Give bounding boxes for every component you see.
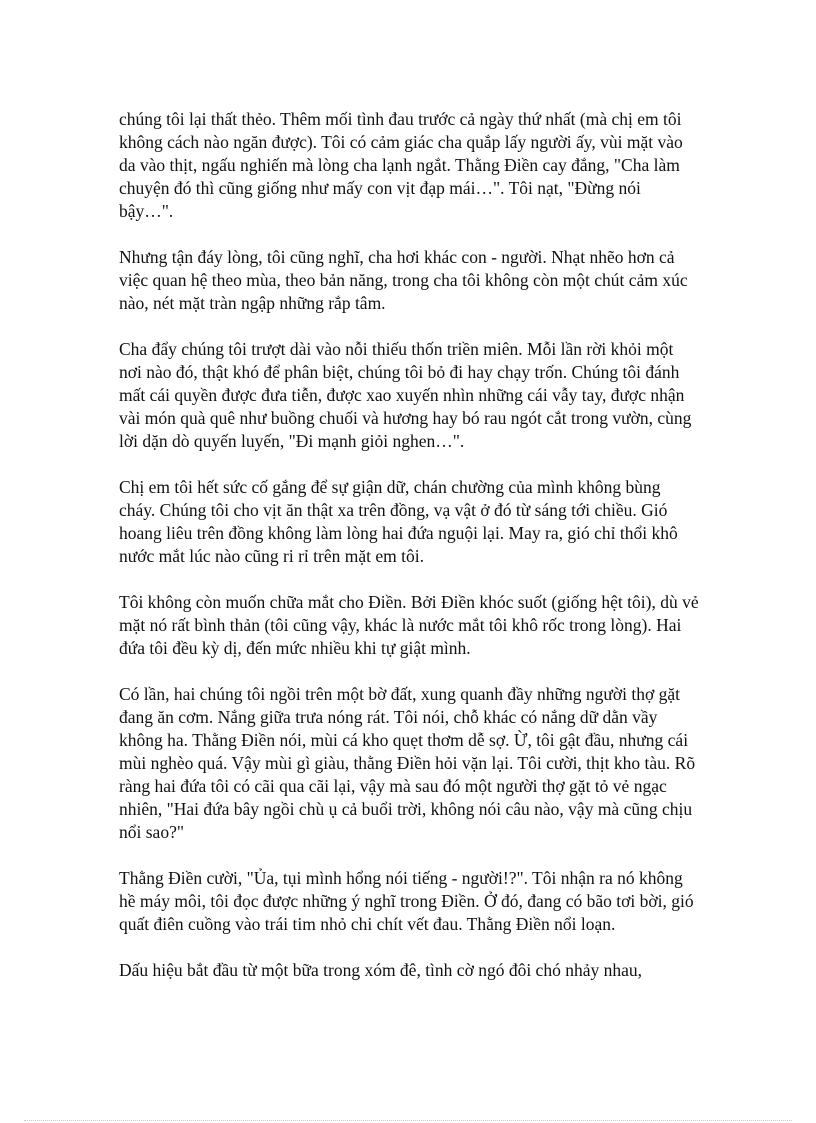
paragraph: chúng tôi lại thất thẻo. Thêm mối tình đau trước cả ngày thứ nhất (mà chị em tôi không cách nào ngăn được). Tôi có cảm giác cha quắp lấy người ấy, vùi mặt vào da vào thịt, ngấu nghiến mà lòng cha lạnh ngắt. Thằng Điền cay đắng, "Cha làm chuyện đó thì cũng giống như mấy con vịt đạp mái…". Tôi nạt, "Đừng nói bậy…".: [119, 109, 683, 221]
paragraph: Nhưng tận đáy lòng, tôi cũng nghĩ, cha hơi khác con - người. Nhạt nhẽo hơn cả việc quan hệ theo mùa, theo bản năng, trong cha tôi không còn một chút cảm xúc nào, nét mặt tràn ngập những rắp tâm.: [119, 247, 688, 313]
paragraph: Chị em tôi hết sức cố gắng để sự giận dữ, chán chường của mình không bùng cháy. Chúng tôi cho vịt ăn thật xa trên đồng, vạ vật ở đó từ sáng tới chiều. Gió hoang liêu trên đồng không làm lòng hai đứa nguội lại. May ra, gió chỉ thổi khô nước mắt lúc nào cũng ri rỉ trên mặt em tôi.: [119, 477, 678, 566]
document-body: [119, 108, 699, 1005]
page-bottom-divider: [24, 1120, 792, 1121]
paragraph: Có lần, hai chúng tôi ngồi trên một bờ đất, xung quanh đầy những người thợ gặt đang ăn cơm. Nắng giữa trưa nóng rát. Tôi nói, chỗ khác có nắng dữ dằn vầy không ha. Thằng Điền nói, mùi cá kho quẹt thơm dễ sợ. Ừ, tôi gật đầu, nhưng cái mùi nghèo quá. Vậy mùi gì giàu, thằng Điền hỏi vặn lại. Tôi cười, thịt kho tàu. Rõ ràng hai đứa tôi có cãi qua cãi lại, vậy mà sau đó một người thợ gặt tỏ vẻ ngạc nhiên, "Hai đứa bây ngồi chù ụ cả buổi trời, không nói câu nào, vậy mà cũng chịu nổi sao?": [119, 684, 696, 842]
paragraph: Thằng Điền cười, "Ủa, tụi mình hổng nói tiếng - người!?". Tôi nhận ra nó không hề máy môi, tôi đọc được những ý nghĩ trong Điền. Ở đó, đang có bão tơi bời, gió quất điên cuồng vào trái tim nhỏ chi chít vết đau. Thằng Điền nổi loạn.: [119, 868, 694, 934]
paragraph: Tôi không còn muốn chữa mắt cho Điền. Bởi Điền khóc suốt (giống hệt tôi), dù vẻ mặt nó rất bình thản (tôi cũng vậy, khác là nước mắt tôi khô rốc trong lòng). Hai đứa tôi đều kỳ dị, đến mức nhiều khi tự giật mình.: [119, 592, 699, 658]
paragraph: Dấu hiệu bắt đầu từ một bữa trong xóm đê, tình cờ ngó đôi chó nhảy nhau,: [119, 960, 642, 980]
paragraph: Cha đẩy chúng tôi trượt dài vào nỗi thiếu thốn triền miên. Mỗi lần rời khỏi một nơi nào đó, thật khó để phân biệt, chúng tôi bỏ đi hay chạy trốn. Chúng tôi đánh mất cái quyền được đưa tiễn, được xao xuyến nhìn những cái vẫy tay, được nhận vài món quà quê như buồng chuối và hương hay bó rau ngót cắt trong vườn, cùng lời dặn dò quyến luyến, "Đi mạnh giỏi nghen…".: [119, 339, 692, 451]
